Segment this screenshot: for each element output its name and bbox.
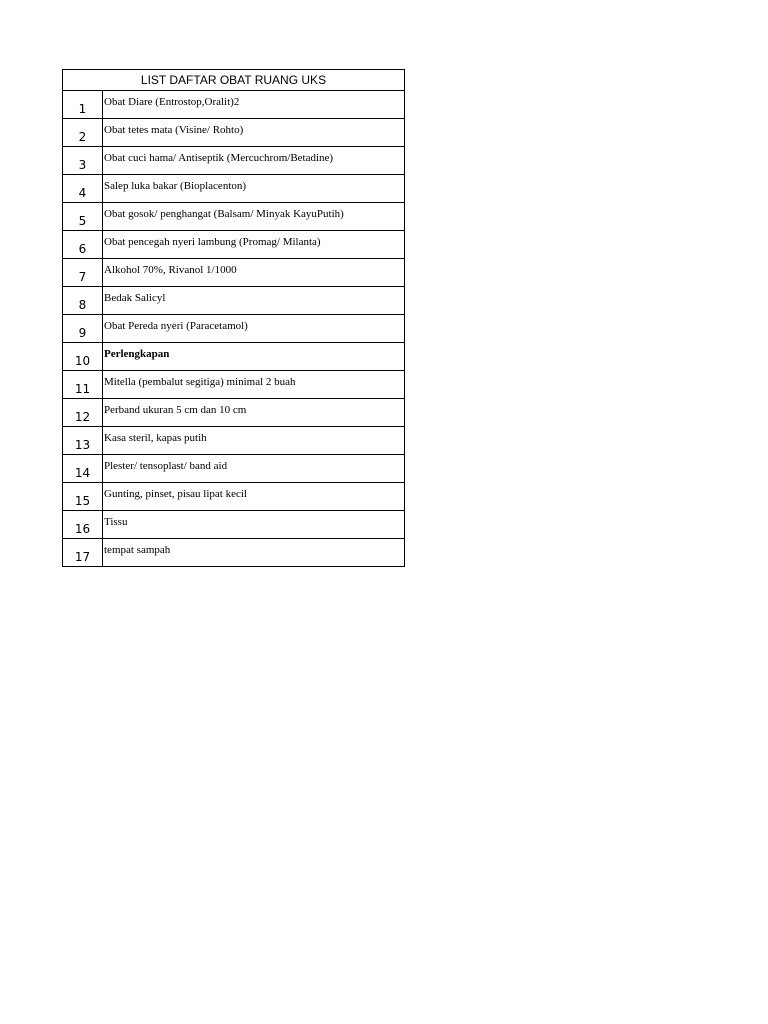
table-row: [63, 287, 405, 315]
table-row: [63, 119, 405, 147]
item-name: Bedak Salicyl: [103, 287, 405, 315]
title-row: [63, 70, 405, 91]
table-row: [63, 427, 405, 455]
row-number: 2: [63, 119, 103, 147]
row-number: 10: [63, 343, 103, 371]
row-number: 16: [63, 511, 103, 539]
table-row: [63, 231, 405, 259]
item-name: Plester/ tensoplast/ band aid: [103, 455, 405, 483]
table-row: [63, 539, 405, 567]
row-number: 9: [63, 315, 103, 343]
item-name: tempat sampah: [103, 539, 405, 567]
item-name: Obat tetes mata (Visine/ Rohto): [103, 119, 405, 147]
table-row: [63, 371, 405, 399]
table-title: LIST DAFTAR OBAT RUANG UKS: [63, 70, 405, 91]
row-number: 13: [63, 427, 103, 455]
item-name: Tissu: [103, 511, 405, 539]
row-number: 17: [63, 539, 103, 567]
table-row: [63, 259, 405, 287]
item-name: Gunting, pinset, pisau lipat kecil: [103, 483, 405, 511]
table-row: [63, 455, 405, 483]
item-name: Salep luka bakar (Bioplacenton): [103, 175, 405, 203]
table-row: [63, 511, 405, 539]
table-row: [63, 343, 405, 371]
table-row: [63, 315, 405, 343]
row-number: 6: [63, 231, 103, 259]
medicine-list-table: [62, 69, 405, 567]
item-name: Obat cuci hama/ Antiseptik (Mercuchrom/Betadine): [103, 147, 405, 175]
item-name: Obat gosok/ penghangat (Balsam/ Minyak KayuPutih): [103, 203, 405, 231]
item-name: Obat Diare (Entrostop,Oralit)2: [103, 91, 405, 119]
row-number: 3: [63, 147, 103, 175]
row-number: 4: [63, 175, 103, 203]
row-number: 14: [63, 455, 103, 483]
table-row: [63, 203, 405, 231]
table-row: [63, 175, 405, 203]
item-name: Perband ukuran 5 cm dan 10 cm: [103, 399, 405, 427]
row-number: 12: [63, 399, 103, 427]
row-number: 15: [63, 483, 103, 511]
row-number: 8: [63, 287, 103, 315]
row-number: 7: [63, 259, 103, 287]
table-body: [63, 70, 405, 567]
table-row: [63, 91, 405, 119]
table-row: [63, 483, 405, 511]
item-name: Mitella (pembalut segitiga) minimal 2 buah: [103, 371, 405, 399]
item-name: Kasa steril, kapas putih: [103, 427, 405, 455]
item-name: Obat Pereda nyeri (Paracetamol): [103, 315, 405, 343]
row-number: 1: [63, 91, 103, 119]
section-heading: Perlengkapan: [103, 343, 405, 371]
row-number: 5: [63, 203, 103, 231]
item-name: Alkohol 70%, Rivanol 1/1000: [103, 259, 405, 287]
table-row: [63, 147, 405, 175]
table-row: [63, 399, 405, 427]
row-number: 11: [63, 371, 103, 399]
item-name: Obat pencegah nyeri lambung (Promag/ Milanta): [103, 231, 405, 259]
